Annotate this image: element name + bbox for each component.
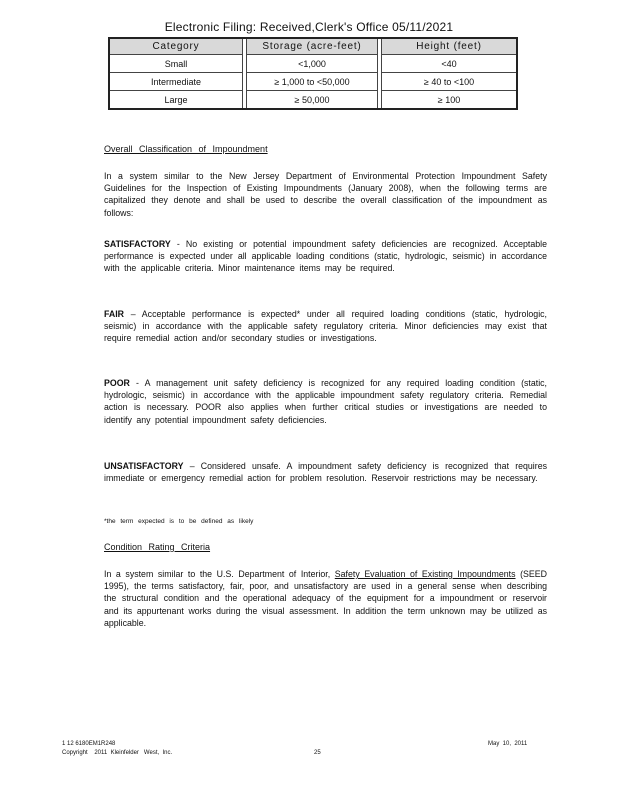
cell-storage: ≥ 50,000	[247, 91, 378, 110]
paragraph-text: (SEED 1995), the terms satisfactory, fair, poor, and unsatisfactory are used in a general sense when describing the structural condition and the operational adequacy of the equipment for a impoundment or reservoir and its appurtenant works during the visual assessment. In addition the term unknown may be utilized as applicable.	[104, 569, 547, 628]
filing-stamp: Electronic Filing: Received,Clerk's Office 05/11/2021	[164, 20, 454, 34]
paragraph-text: In a system similar to the U.S. Department of Interior,	[104, 569, 335, 579]
cell-category: Small	[109, 55, 243, 73]
header-height: Height (feet)	[382, 38, 518, 55]
table-row	[109, 91, 517, 110]
definition-text: – Considered unsafe. A impoundment safety deficiency is recognized that requires immediate or emergency remedial action for problem resolution. Reservoir restrictions may be necessary.	[104, 461, 547, 484]
definition-text: - No existing or potential impoundment safety deficiencies are recognized. Acceptable performance is expected under all applicable loading conditions (static, hydrologic, seismic) in accordance with the applicable criteria. Minor maintenance items may be required.	[104, 239, 547, 274]
header-storage: Storage (acre-feet)	[247, 38, 378, 55]
cell-height: ≥ 40 to <100	[382, 73, 518, 91]
footer-page-number: 25	[314, 750, 321, 756]
cell-height: <40	[382, 55, 518, 73]
footer-date: May 10, 2011	[488, 741, 528, 747]
term-unsatisfactory: UNSATISFACTORY	[104, 461, 184, 471]
paragraph: In a system similar to the New Jersey Department of Environmental Protection Impoundment Safety Guidelines for the Inspection of Existing Impoundments (January 2008), when the following terms are capitalized they denote and shall be used to describe the overall classification of the impoundment as follows:	[104, 171, 547, 218]
cell-storage: ≥ 1,000 to <50,000	[247, 73, 378, 91]
overall-intro-paragraph	[104, 170, 547, 219]
cell-category: Large	[109, 91, 243, 110]
cell-height: ≥ 100	[382, 91, 518, 110]
definition-text: – Acceptable performance is expected* under all required loading conditions (static, hydrologic, seismic) in accordance with the applicable safety regulatory criteria. Minor deficiencies may exist that require remedial action and/or secondary studies or investigations.	[104, 309, 547, 344]
poor-definition	[104, 377, 547, 426]
term-satisfactory: SATISFACTORY	[104, 239, 171, 249]
table-row	[109, 55, 517, 73]
term-fair: FAIR	[104, 309, 125, 319]
section-heading-condition: Condition Rating Criteria	[104, 542, 211, 552]
footer-copyright: Copyright 2011 Kleinfelder West, Inc.	[62, 750, 173, 756]
cell-storage: <1,000	[247, 55, 378, 73]
footer-doc-id: 1 12 6180EM1R248	[62, 741, 116, 747]
satisfactory-definition	[104, 238, 547, 275]
footnote: *the term expected is to be defined as likely	[104, 518, 254, 525]
fair-definition	[104, 308, 547, 345]
section-heading-overall: Overall Classification of Impoundment	[104, 144, 268, 154]
table-row	[109, 73, 517, 91]
impoundment-size-table	[108, 37, 518, 110]
cell-category: Intermediate	[109, 73, 243, 91]
condition-paragraph	[104, 568, 547, 629]
reference-title: Safety Evaluation of Existing Impoundments	[334, 569, 516, 579]
table-header-row	[109, 38, 517, 55]
definition-text: - A management unit safety deficiency is recognized for any required loading condition (static, hydrologic, seismic) in accordance with the applicable impoundment safety regulatory criteria. Remedial action is necessary. POOR also applies when further critical studies or investigations are needed to identify any potential impoundment safety deficiencies.	[104, 378, 547, 425]
header-category: Category	[109, 38, 243, 55]
unsatisfactory-definition	[104, 460, 547, 484]
term-poor: POOR	[104, 378, 130, 388]
